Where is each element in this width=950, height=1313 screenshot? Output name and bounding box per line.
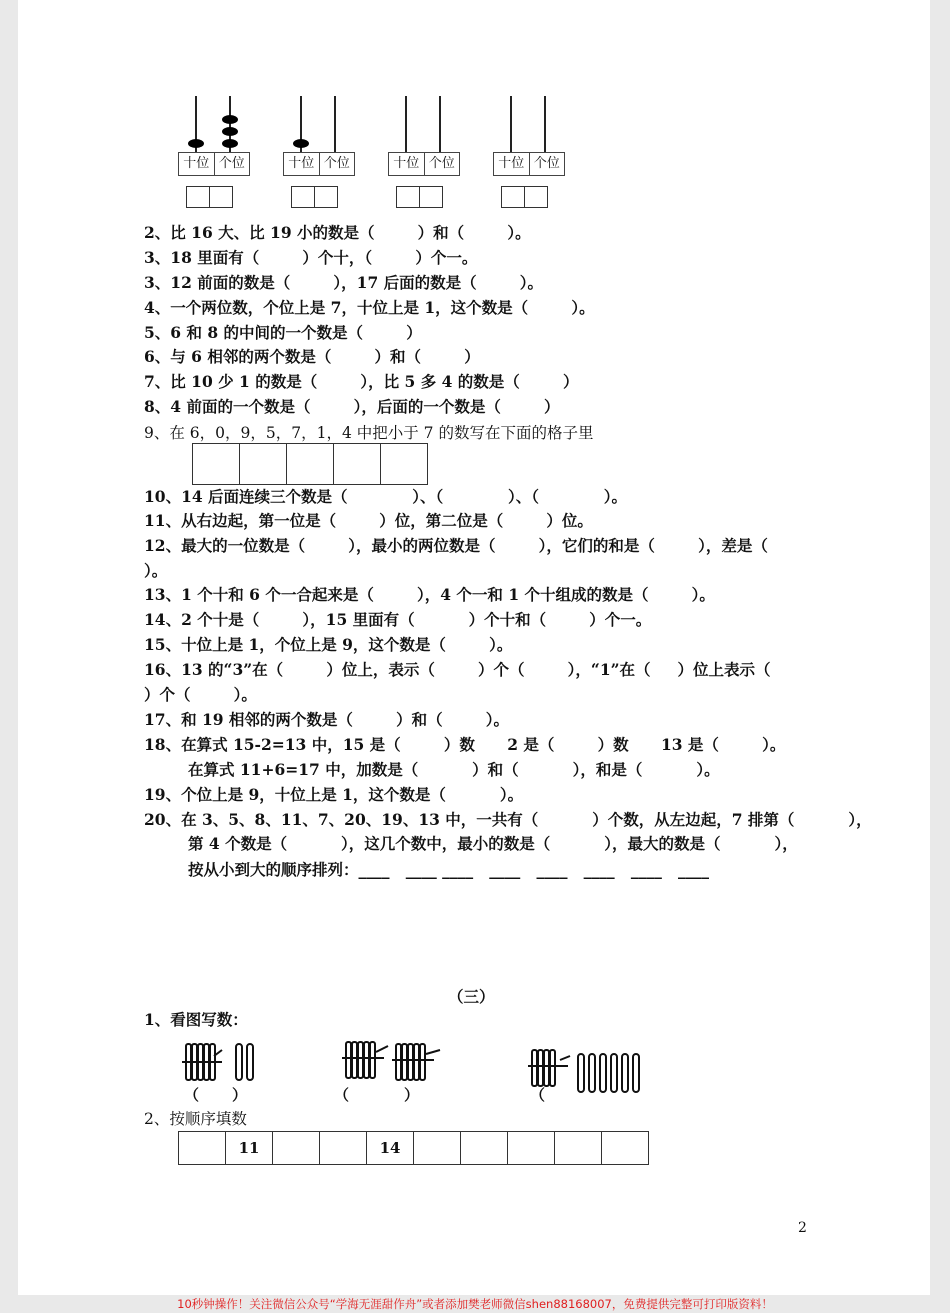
- question-line: 11、从右边起，第一位是（ ）位，第二位是（ ）位。: [144, 511, 593, 530]
- question-line: 20、在 3、5、8、11、7、20、19、13 中，一共有（ ）个数，从左边起，7 排第（ ），: [144, 810, 872, 829]
- answer-box: [314, 186, 338, 208]
- tens-label: 十位: [183, 156, 210, 171]
- sequence-cell: [554, 1131, 602, 1165]
- question-line: 3、12 前面的数是（ ），17 后面的数是（ ）。: [144, 273, 544, 292]
- paren-open: （: [334, 1086, 350, 1104]
- question-line: 2、比 16 大、比 19 小的数是（ ）和（ ）。: [144, 223, 531, 242]
- question-line: 6、与 6 相邻的两个数是（ ）和（ ）: [144, 347, 480, 366]
- question-line: 18、在算式 15-2=13 中，15 是（ ）数 2 是（ ）数 13 是（ ）。: [144, 735, 786, 754]
- stick-icon: [633, 1054, 639, 1092]
- question-line: 1、看图写数：: [144, 1010, 248, 1029]
- paren-close: ）: [404, 1086, 420, 1104]
- stick-bundle-icon: [342, 1042, 388, 1078]
- sequence-cell: [272, 1131, 320, 1165]
- sequence-cell: [319, 1131, 367, 1165]
- ones-label: 个位: [424, 153, 460, 175]
- question-line: 12、最大的一位数是（ ），最小的两位数是（ ），它们的和是（ ），差是（: [144, 536, 768, 555]
- question-line: 16、13 的“3”在（ ）位上，表示（ ）个（ ），“1”在（ ）位上表示（: [144, 660, 771, 679]
- paren-open: （: [530, 1086, 546, 1104]
- grid-cell: [192, 443, 240, 485]
- stick-icon: [236, 1044, 242, 1080]
- sequence-row: [178, 1131, 648, 1165]
- answer-box: [396, 186, 420, 208]
- tens-label: 十位: [288, 156, 315, 171]
- bead: [188, 139, 204, 148]
- tens-label: 十位: [393, 156, 420, 171]
- sequence-cell: 11: [225, 1131, 273, 1165]
- stick-bundle-icon: [392, 1044, 440, 1080]
- sequence-cell: [507, 1131, 555, 1165]
- bead: [222, 115, 238, 124]
- question-line: 4、一个两位数，个位上是 7，十位上是 1，这个数是（ ）。: [144, 298, 595, 317]
- answer-box: [186, 186, 210, 208]
- answer-box: [419, 186, 443, 208]
- question-line: ）。: [144, 561, 168, 580]
- sequence-cell: [460, 1131, 508, 1165]
- question-line: ）个（ ）。: [144, 685, 257, 704]
- stick-bundle-icon: [182, 1044, 222, 1080]
- question-line: 8、4 前面的一个数是（ ），后面的一个数是（ ）: [144, 397, 560, 416]
- question-line: 7、比 10 少 1 的数是（ ），比 5 多 4 的数是（ ）: [144, 372, 579, 391]
- answer-box: [291, 186, 315, 208]
- footer-notice: 10秒钟操作！关注微信公众号“学海无涯甜作舟”或者添加樊老师微信shen88168007，免费提供完整可打印版资料！: [177, 1297, 773, 1311]
- grid-cell: [239, 443, 287, 485]
- bead: [222, 127, 238, 136]
- question-line: 13、1 个十和 6 个一合起来是（ ），4 个一和 1 个十组成的数是（ ）。: [144, 585, 715, 604]
- answer-box: [524, 186, 548, 208]
- question-line: 2、按顺序填数: [144, 1110, 247, 1128]
- ones-label: 个位: [319, 153, 355, 175]
- question-line: 按从小到大的顺序排列：____ ____ ____ ____ ____ ____ ____ ____: [188, 860, 710, 879]
- question-line: 第 4 个数是（ ），这几个数中，最小的数是（ ），最大的数是（ ），: [188, 834, 798, 853]
- bead: [222, 139, 238, 148]
- sequence-cell: [601, 1131, 649, 1165]
- question-line: 15、十位上是 1，个位上是 9，这个数是（ ）。: [144, 635, 513, 654]
- sequence-cell: 14: [366, 1131, 414, 1165]
- answer-box: [209, 186, 233, 208]
- section-heading: （三）: [448, 987, 495, 1006]
- stick-bundle-icon: [528, 1050, 570, 1086]
- stick-icon: [622, 1054, 628, 1092]
- bead: [293, 139, 309, 148]
- sequence-cell: [178, 1131, 226, 1165]
- stick-icon: [247, 1044, 253, 1080]
- paren-open: （: [184, 1086, 200, 1104]
- question-line: 10、14 后面连续三个数是（ ）、（ ）、（ ）。: [144, 487, 628, 506]
- ones-label: 个位: [214, 153, 250, 175]
- stick-icon: [578, 1054, 584, 1092]
- page-number: 2: [798, 1220, 807, 1236]
- question-line: 在算式 11+6=17 中，加数是（ ）和（ ），和是（ ）。: [188, 760, 720, 779]
- sequence-cell: [413, 1131, 461, 1165]
- question-line: 17、和 19 相邻的两个数是（ ）和（ ）。: [144, 710, 510, 729]
- answer-grid: [192, 443, 427, 485]
- grid-cell: [333, 443, 381, 485]
- stick-icon: [600, 1054, 606, 1092]
- paren-close: ）: [232, 1086, 248, 1104]
- stick-icon: [589, 1054, 595, 1092]
- grid-cell: [286, 443, 334, 485]
- question-line: 19、个位上是 9，十位上是 1，这个数是（ ）。: [144, 785, 524, 804]
- tens-label: 十位: [498, 156, 525, 171]
- question-line: 9、在 6，0，9，5，7，1，4 中把小于 7 的数写在下面的格子里: [144, 424, 594, 442]
- answer-box: [501, 186, 525, 208]
- grid-cell: [380, 443, 428, 485]
- stick-icon: [611, 1054, 617, 1092]
- ones-label: 个位: [529, 153, 565, 175]
- worksheet-page: [18, 0, 930, 1295]
- question-line: 5、6 和 8 的中间的一个数是（ ）: [144, 323, 422, 342]
- question-line: 14、2 个十是（ ），15 里面有（ ）个十和（ ）个一。: [144, 610, 652, 629]
- question-line: 3、18 里面有（ ）个十，（ ）个一。: [144, 248, 478, 267]
